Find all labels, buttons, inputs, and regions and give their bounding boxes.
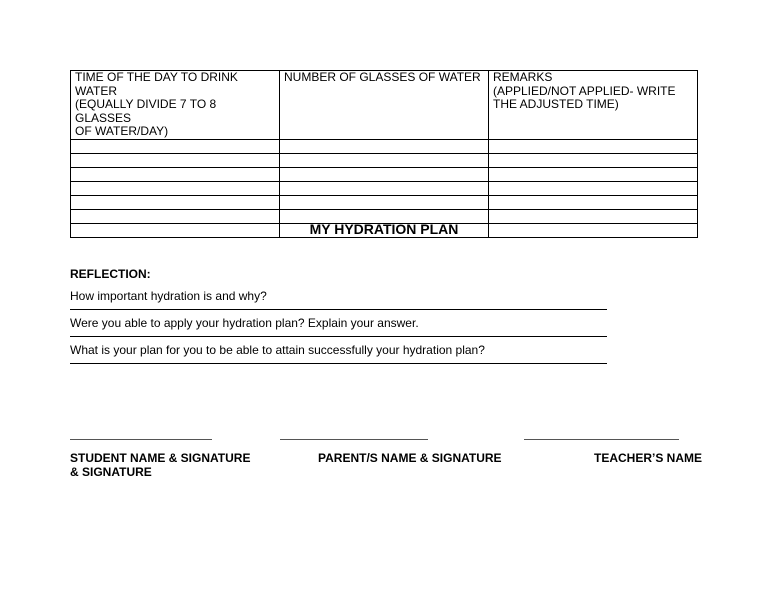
table-cell[interactable]	[280, 167, 489, 181]
table-cell[interactable]	[489, 153, 698, 167]
table-cell[interactable]	[489, 139, 698, 153]
header-line: (APPLIED/NOT APPLIED- WRITE	[493, 83, 676, 98]
table-header-row	[71, 71, 698, 140]
header-number-of-glasses	[280, 71, 489, 140]
student-signature-line[interactable]	[70, 439, 212, 440]
table-caption: MY HYDRATION PLAN	[309, 221, 459, 237]
table-row	[71, 195, 698, 209]
table-cell[interactable]	[489, 181, 698, 195]
answer-line[interactable]	[70, 357, 607, 364]
table-cell[interactable]	[71, 181, 280, 195]
table-cell[interactable]	[71, 167, 280, 181]
table-cell[interactable]	[71, 139, 280, 153]
header-line: (EQUALLY DIVIDE 7 TO 8 GLASSES	[75, 97, 217, 125]
parent-signature-line[interactable]	[280, 439, 428, 440]
header-time-of-day	[71, 71, 280, 140]
table-cell[interactable]	[489, 167, 698, 181]
parent-signature-label: PARENT/S NAME & SIGNATURE	[318, 451, 502, 465]
table-row	[71, 181, 698, 195]
student-signature-label	[70, 451, 250, 479]
student-label-line: STUDENT NAME & SIGNATURE	[70, 451, 251, 465]
answer-line[interactable]	[70, 303, 607, 310]
header-line: TIME OF THE DAY TO DRINK	[75, 70, 238, 84]
table-cell[interactable]	[71, 195, 280, 209]
table-cell[interactable]	[280, 181, 489, 195]
teacher-name-label: TEACHER’S NAME	[594, 451, 703, 465]
table-row	[71, 167, 698, 181]
table-cell[interactable]	[71, 153, 280, 167]
student-label-line: & SIGNATURE	[70, 465, 152, 479]
question-text: How important hydration is and why?	[70, 289, 267, 303]
question-attain-plan	[70, 344, 607, 364]
table-cell[interactable]	[280, 153, 489, 167]
header-line: WATER	[75, 83, 117, 98]
table-cell[interactable]	[280, 195, 489, 209]
header-remarks	[489, 71, 698, 140]
header-line: NUMBER OF GLASSES OF WATER	[284, 70, 481, 84]
table-cell[interactable]	[280, 139, 489, 153]
question-hydration-importance	[70, 290, 607, 310]
reflection-heading: REFLECTION:	[70, 267, 151, 281]
header-line: THE ADJUSTED TIME)	[493, 97, 619, 111]
table-row	[71, 153, 698, 167]
header-line: OF WATER/DAY)	[75, 124, 169, 138]
header-line: REMARKS	[493, 70, 553, 84]
question-text: Were you able to apply your hydration plan? Explain your answer.	[70, 316, 419, 330]
question-text: What is your plan for you to be able to attain successfully your hydration plan?	[70, 343, 485, 357]
question-apply-plan	[70, 317, 607, 337]
hydration-plan-table	[70, 70, 698, 238]
teacher-signature-line[interactable]	[524, 439, 679, 440]
table-row	[71, 139, 698, 153]
table-cell[interactable]	[489, 195, 698, 209]
answer-line[interactable]	[70, 330, 607, 337]
